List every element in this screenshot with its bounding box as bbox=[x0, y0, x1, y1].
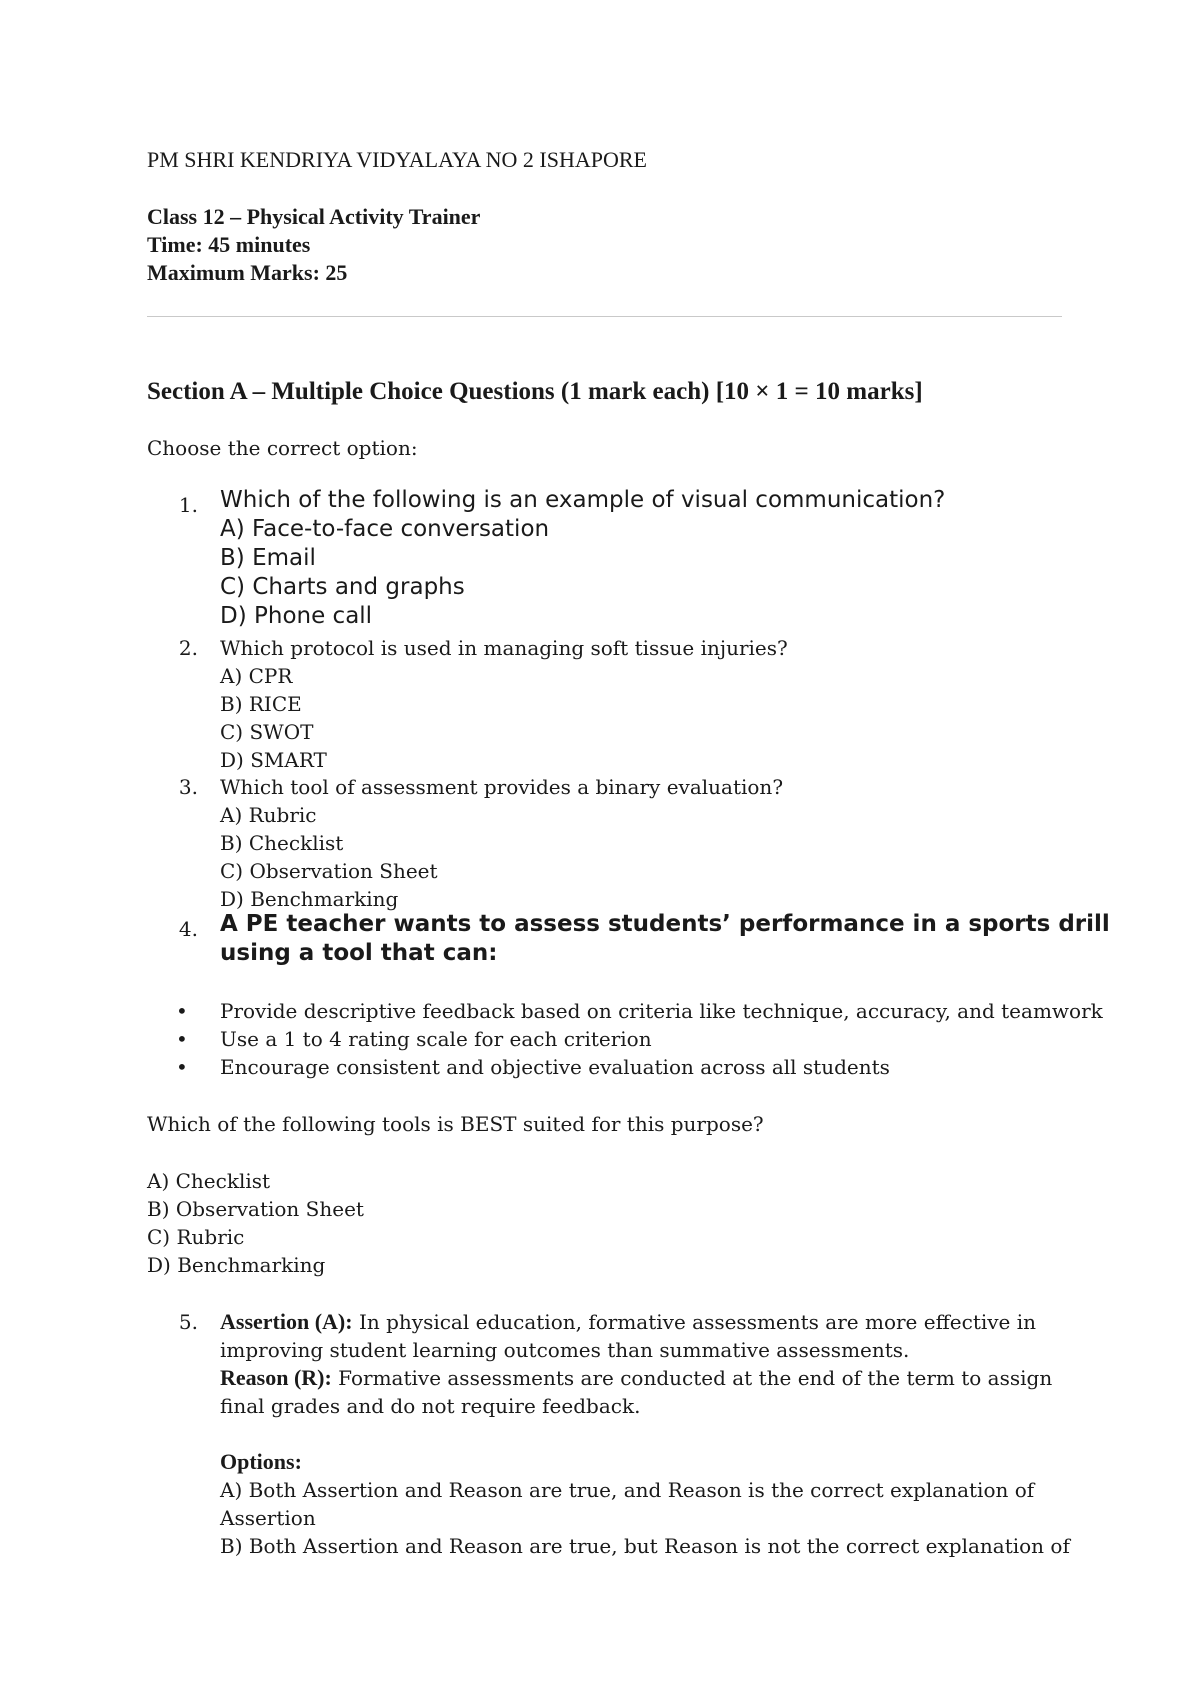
reason-line2: final grades and do not require feedback. bbox=[220, 1394, 641, 1418]
options-heading bbox=[220, 1448, 1070, 1476]
question-4-option-c: C) Rubric bbox=[147, 1225, 245, 1249]
question-5-option-a-line2: Assertion bbox=[220, 1506, 316, 1530]
bullet-icon: • bbox=[176, 1027, 188, 1051]
question-3-option-d: D) Benchmarking bbox=[220, 887, 399, 911]
class-line: Class 12 – Physical Activity Trainer bbox=[147, 204, 481, 229]
question-4-text-line2: using a tool that can: bbox=[220, 940, 498, 966]
question-4-criteria-list bbox=[176, 997, 1103, 1081]
question-1-number: 1. bbox=[178, 493, 198, 517]
reason-label: Reason (R): bbox=[220, 1365, 332, 1390]
section-a-title: Section A – Multiple Choice Questions (1 mark each) [10 × 1 = 10 marks] bbox=[147, 378, 923, 405]
question-2-option-b: B) RICE bbox=[220, 692, 302, 716]
assertion-line1 bbox=[220, 1308, 1070, 1336]
question-4-number: 4. bbox=[178, 917, 198, 941]
assertion-text: In physical education, formative assessments are more effective in bbox=[352, 1310, 1037, 1334]
question-1 bbox=[220, 486, 945, 631]
question-1-option-d: D) Phone call bbox=[220, 603, 373, 629]
question-4-option-d: D) Benchmarking bbox=[147, 1253, 326, 1277]
school-name: PM SHRI KENDRIYA VIDYALAYA NO 2 ISHAPORE bbox=[147, 147, 647, 172]
criteria-text: Encourage consistent and objective evaluation across all students bbox=[220, 1055, 890, 1079]
criteria-item bbox=[176, 1025, 1103, 1053]
question-5-number: 5. bbox=[178, 1310, 198, 1334]
reason-text: Formative assessments are conducted at the end of the term to assign bbox=[331, 1366, 1053, 1390]
assertion-label: Assertion (A): bbox=[220, 1309, 353, 1334]
question-4-prompt: Which of the following tools is BEST suited for this purpose? bbox=[147, 1112, 764, 1136]
question-1-option-b: B) Email bbox=[220, 545, 316, 571]
bullet-icon: • bbox=[176, 1055, 188, 1079]
marks-line: Maximum Marks: 25 bbox=[147, 260, 348, 285]
question-4-option-b: B) Observation Sheet bbox=[147, 1197, 364, 1221]
question-3-option-b: B) Checklist bbox=[220, 831, 344, 855]
question-1-option-c: C) Charts and graphs bbox=[220, 574, 465, 600]
assertion-line2: improving student learning outcomes than summative assessments. bbox=[220, 1338, 910, 1362]
question-2-option-a: A) CPR bbox=[220, 664, 293, 688]
question-2 bbox=[220, 634, 788, 774]
reason-line1 bbox=[220, 1364, 1070, 1392]
criteria-item bbox=[176, 1053, 1103, 1081]
exam-meta bbox=[147, 203, 480, 287]
question-1-option-a: A) Face-to-face conversation bbox=[220, 516, 550, 542]
question-3-option-c: C) Observation Sheet bbox=[220, 859, 438, 883]
question-2-option-c: C) SWOT bbox=[220, 720, 314, 744]
criteria-text: Provide descriptive feedback based on criteria like technique, accuracy, and teamwork bbox=[220, 999, 1103, 1023]
question-5-option-a-line1: A) Both Assertion and Reason are true, and Reason is the correct explanation of bbox=[220, 1478, 1035, 1502]
question-3-option-a: A) Rubric bbox=[220, 803, 317, 827]
question-4-options bbox=[147, 1167, 364, 1279]
question-4 bbox=[220, 910, 1110, 968]
criteria-item bbox=[176, 997, 1103, 1025]
horizontal-divider bbox=[147, 316, 1062, 317]
question-4-option-a: A) Checklist bbox=[147, 1169, 271, 1193]
options-label: Options: bbox=[220, 1449, 302, 1474]
question-3 bbox=[220, 773, 783, 913]
criteria-text: Use a 1 to 4 rating scale for each criterion bbox=[220, 1027, 652, 1051]
question-1-text: Which of the following is an example of visual communication? bbox=[220, 487, 946, 513]
section-a-instruction: Choose the correct option: bbox=[147, 436, 418, 460]
time-line: Time: 45 minutes bbox=[147, 232, 311, 257]
spacer bbox=[220, 1420, 1070, 1448]
question-2-text: Which protocol is used in managing soft tissue injuries? bbox=[220, 636, 788, 660]
question-2-option-d: D) SMART bbox=[220, 748, 327, 772]
question-5 bbox=[220, 1308, 1070, 1560]
question-3-text: Which tool of assessment provides a binary evaluation? bbox=[220, 775, 784, 799]
bullet-icon: • bbox=[176, 999, 188, 1023]
question-4-text-line1: A PE teacher wants to assess students’ performance in a sports drill bbox=[220, 911, 1110, 937]
question-5-option-b-line1: B) Both Assertion and Reason are true, but Reason is not the correct explanation of bbox=[220, 1534, 1070, 1558]
question-3-number: 3. bbox=[178, 775, 198, 799]
question-2-number: 2. bbox=[178, 636, 198, 660]
